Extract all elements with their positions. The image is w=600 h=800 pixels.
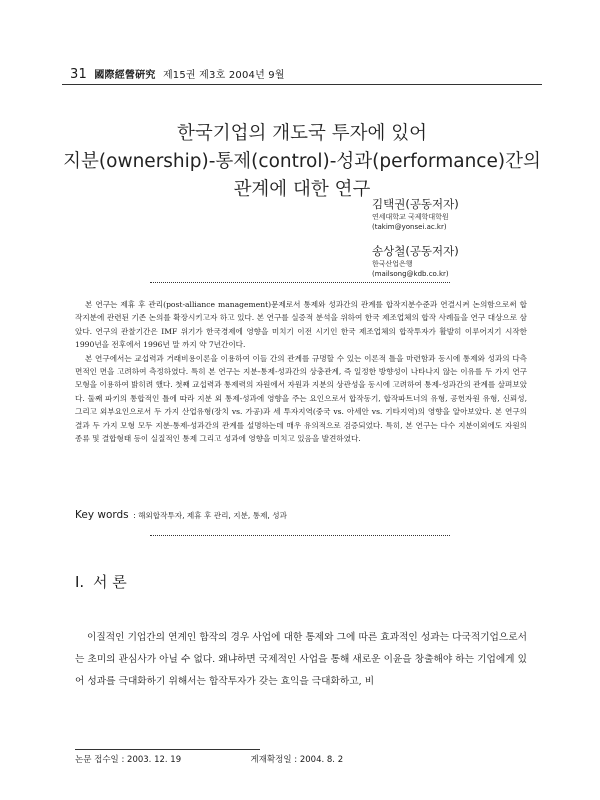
header-rule [62,84,542,85]
section-number: Ⅰ. [75,573,85,591]
issue-info: 제15권 제3호 2004년 9월 [162,70,285,81]
abstract-paragraph-1: 본 연구는 제휴 후 관리(post-alliance management)문제로서 통제와 성과간의 관계를 합작지분수준과 연결시켜 논의함으로써 합작지분에 관련된 기존 논의를 확장시키고자 하고 있다. 본 연구를 실증적 분석을 위하여 한국 제조업체의 합작 사례들을 연구 대상으로 삼았다. 연구의 관찰기간은 IMF 위기가 한국경제에 영향을 미치기 이전 시기인 한국 제조업체의 합작투자가 활발히 이루어지기 시작한 1990년을 전후에서 1996년 말 까지 약 7년간이다. [75,300,527,350]
running-header [70,66,285,82]
author-affiliation: 한국산업은행 [372,260,413,268]
footnote [75,753,343,765]
received-label: 논문 접수일 : [75,755,125,765]
author-affiliation: 연세대학교 국제학대학원 [372,213,449,221]
dotted-divider-top [150,282,450,283]
author-name: 김택권(공동저자) [372,197,459,211]
keywords-text: 해외합작투자, 제휴 후 관리, 지분, 통제, 성과 [138,511,287,520]
section-heading [75,571,127,592]
keywords-separator: : [133,511,136,520]
author-email: (mailsong@kdb.co.kr) [372,270,449,278]
author-block-1 [372,196,459,232]
title-line-3: 관계에 대한 연구 [233,179,371,200]
keywords-label: Key words [75,509,129,521]
journal-name: 國際經營硏究 [94,70,156,81]
author-email: (takim@yonsei.ac.kr) [372,223,447,231]
abstract [75,298,527,445]
intro-paragraph: 이질적인 기업간의 연계인 합작의 경우 사업에 대한 통제와 그에 따른 효과적인 성과는 다국적기업으로서는 초미의 관심사가 아닐 수 없다. 왜냐하면 국제적인 사업을 통해 새로운 이윤을 창출해야 하는 기업에게 있어 성과를 극대화하기 위해서는 합작투자가 갖는 효익을 극대화하고, 비 [75,632,527,687]
accepted-label: 게재확정일 : [250,755,298,765]
footnote-rule [75,749,260,750]
title-line-2: 지분(ownership)-통제(control)-성과(performance)간의 [63,151,541,172]
paper-title [62,120,542,204]
section-title: 서 론 [92,573,127,591]
keywords [75,509,287,521]
page-number: 31 [70,67,87,82]
dotted-divider-bottom [150,535,450,536]
author-name: 송상철(공동저자) [372,244,459,258]
accepted-date: 2004. 8. 2 [299,755,344,765]
author-block-2 [372,243,459,279]
title-line-1: 한국기업의 개도국 투자에 있어 [177,123,427,144]
received-date: 2003. 12. 19 [127,755,182,765]
abstract-paragraph-2: 본 연구에서는 교섭력과 거래비용이론을 이용하여 이들 간의 관계를 규명할 수 있는 이론적 틀을 마련함과 동시에 통제와 성과의 다측면적인 면을 고려하여 측정하였다. 특히 본 연구는 지분-통제-성과간의 상충관계, 즉 일정한 방향성이 나타나지 않는 이유를 두 가지 연구모형을 이용하여 밝히려 했다. 첫째 교섭력과 통제력의 자원에서 자원과 지분의 상관성을 동시에 고려하여 통제-성과간의 관계를 살펴보았다. 둘째 파키의 통합적인 틀에 따라 지분 외 통제-성과에 영향을 주는 요인으로서 합작동기, 합작파트너의 유형, 공헌자원 유형, 신뢰성, 그리고 외부요인으로서 두 가지 산업유형(장치 vs. 가공)과 세 투자지역(중국 vs. 아세안 vs. 기타지역)의 영향을 알아보았다. 본 연구의 결과 두 가지 모형 모두 지분-통제-성과간의 관계를 설명하는데 매우 유의적으로 검증되었다. 특히, 본 연구는 다수 지분이외에도 자원의 종류 및 결합형태 등이 실질적인 통제 그리고 성과에 영향을 미치고 있음을 발견하였다. [75,353,527,444]
